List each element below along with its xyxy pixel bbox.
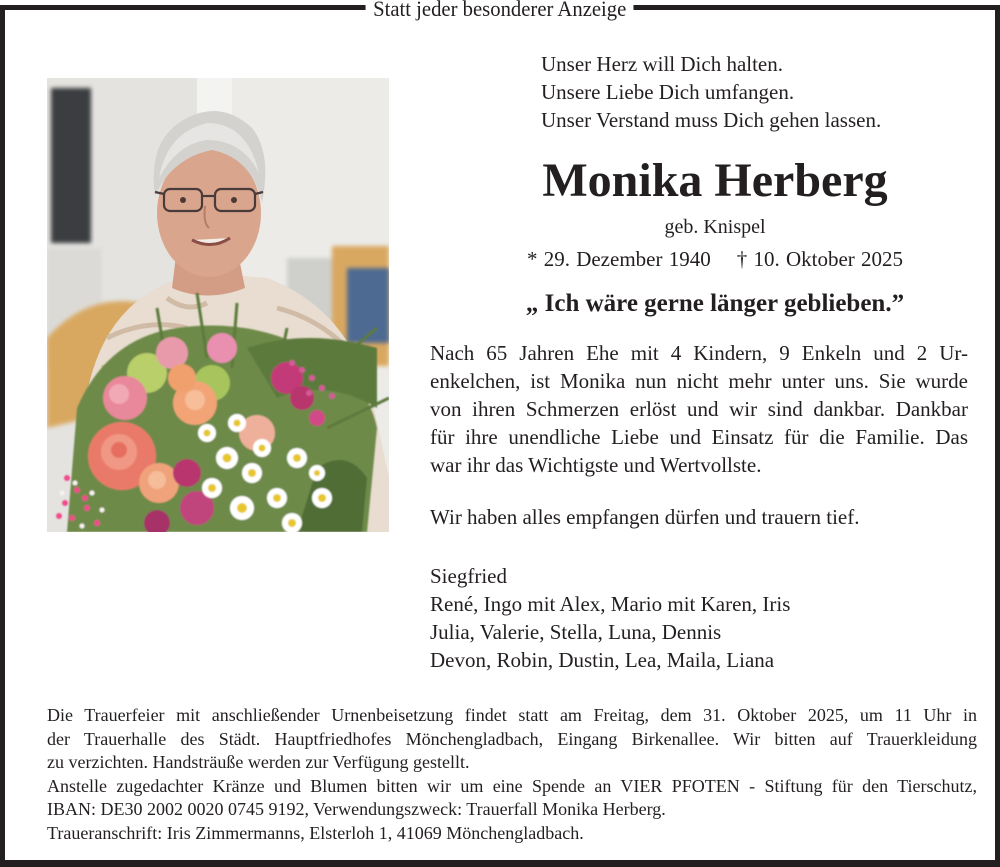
notice-line: Die Trauerfeier mit anschließender Urnenbeisetzung findet statt am Freitag, dem 31. Oktober 2025, um 11 Uhr in: [47, 705, 977, 725]
body-line: Nach 65 Jahren Ehe mit 4 Kindern, 9 Enkeln und 2 Ur-: [430, 341, 968, 365]
death-date: † 10. Oktober 2025: [736, 247, 904, 271]
body-line: enkelchen, ist Monika nun nicht mehr unter uns. Sie wurde: [430, 369, 968, 393]
family-line: Julia, Valerie, Stella, Luna, Dennis: [430, 620, 722, 644]
notice-line: zu verzichten. Handsträuße werden zur Verfügung gestellt.: [47, 752, 470, 772]
deceased-name: Monika Herberg: [542, 154, 888, 207]
body-paragraph: [430, 339, 968, 479]
quote: „ Ich wäre gerne länger geblieben.”: [525, 290, 905, 317]
body-line: von ihren Schmerzen erlöst und wir sind dankbar. Dankbar: [430, 397, 968, 421]
poem-line: Unser Verstand muss Dich gehen lassen.: [541, 108, 882, 132]
notice-line: der Trauerhalle des Städt. Hauptfriedhofes Mönchengladbach, Eingang Birkenallee. Wir bitten auf Trauerkleidung: [47, 728, 977, 749]
notice-line: Anstelle zugedachter Kränze und Blumen bitten wir um eine Spende an VIER PFOTEN - Stiftung für den Tierschutz,: [47, 775, 977, 796]
life-dates: [420, 245, 1000, 273]
birth-date: * 29. Dezember 1940: [526, 247, 711, 271]
notice-line: IBAN: DE30 2002 0020 0745 9192, Verwendungszweck: Trauerfall Monika Herberg.: [47, 799, 666, 819]
portrait-photo-illustration: [47, 78, 389, 532]
funeral-notice: [47, 704, 977, 845]
poem: [541, 50, 881, 134]
body-line: war ihr das Wichtigste und Wertvollste.: [430, 453, 762, 477]
poem-line: Unser Herz will Dich halten.: [541, 52, 784, 76]
maiden-name: geb. Knispel: [664, 216, 766, 238]
family-line: René, Ingo mit Alex, Mario mit Karen, Iris: [430, 592, 791, 616]
closing-sentence: Wir haben alles empfangen dürfen und trauern tief.: [430, 505, 860, 529]
family-line: Devon, Robin, Dustin, Lea, Maila, Liana: [430, 648, 775, 672]
headline-text: Statt jeder besonderer Anzeige: [366, 0, 634, 21]
body-line: für ihre unendliche Liebe und Einsatz für die Familie. Das: [430, 425, 968, 449]
family-line: Siegfried: [430, 564, 507, 588]
poem-line: Unsere Liebe Dich umfangen.: [541, 80, 795, 104]
notice-line: Traueranschrift: Iris Zimmermanns, Elsterloh 1, 41069 Mönchengladbach.: [47, 822, 584, 843]
portrait-photo: [47, 78, 389, 532]
family-signatures: [430, 562, 790, 674]
